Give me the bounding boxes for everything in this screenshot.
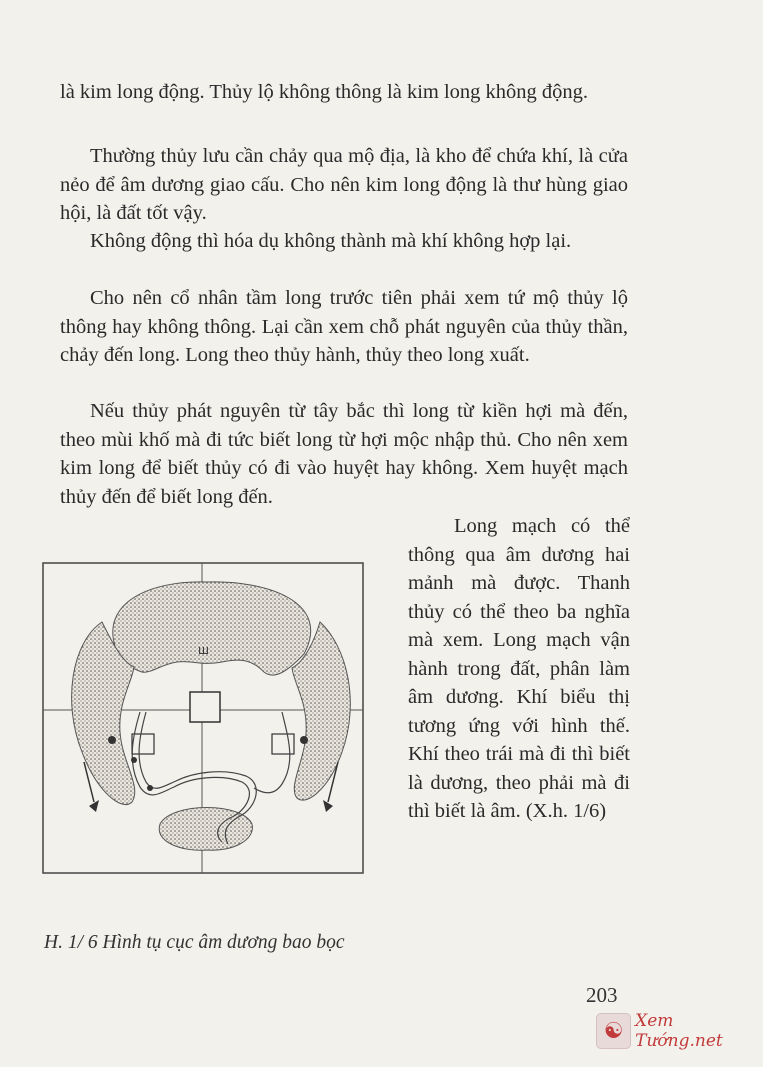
marker-dot — [300, 736, 308, 744]
bottom-mound-shape — [159, 808, 252, 851]
top-mountain-shape — [113, 582, 311, 675]
figure-caption: H. 1/ 6 Hình tụ cục âm dương bao bọc — [44, 932, 345, 953]
paragraph-2: Thường thủy lưu cần chảy qua mộ địa, là kho để chứa khí, là cửa nẻo để âm dương giao cấu. Cho nên kim long động là thư hùng giao hội, là đất tốt vậy. — [60, 145, 628, 224]
yin-yang-icon: ☯ — [596, 1013, 631, 1049]
marker-dot — [108, 736, 116, 744]
paragraph-1: là kim long động. Thủy lộ không thông là kim long không động. — [60, 81, 589, 103]
paragraph-5: Nếu thủy phát nguyên từ tây bắc thì long từ kiền hợi mà đến, theo mùi khố mà đi tức biết long từ hợi mộc nhập thủ. Cho nên xem kim long để biết thủy có đi vào huyệt hay không. Xem huyệt mạch thủy đến để biết long đến. — [60, 400, 628, 508]
yin-yang-enclosure-diagram — [42, 562, 364, 874]
watermark-logo — [596, 1013, 763, 1049]
right-square — [272, 734, 294, 754]
center-square — [190, 692, 220, 722]
mark-symbol: ш — [198, 643, 209, 657]
marker-dot — [147, 785, 153, 791]
left-square — [132, 734, 154, 754]
paragraph-4: Cho nên cổ nhân tầm long trước tiên phải xem tứ mộ thủy lộ thông hay không thông. Lại cần xem chỗ phát nguyên của thủy thần, chảy đến long. Long theo thủy hành, thủy theo long xuất. — [60, 287, 628, 366]
paragraph-3: Không động thì hóa dụ không thành mà khí không hợp lại. — [90, 230, 572, 252]
figure-diagram — [42, 562, 364, 874]
watermark-text: Xem Tướng.net — [635, 1011, 723, 1051]
side-paragraph: Long mạch có thể thông qua âm dương hai mảnh mà được. Thanh thủy có thể theo ba nghĩa mà xem. Long mạch vận hành trong đất, phân làm âm dương. Khí biểu thị tương ứng với hình thế. Khí theo trái mà đi thì biết là dương, theo phải mà đi thì biết là âm. (X.h. 1/6) — [408, 515, 630, 822]
page-number: 203 — [586, 983, 618, 1007]
marker-dot — [131, 757, 137, 763]
